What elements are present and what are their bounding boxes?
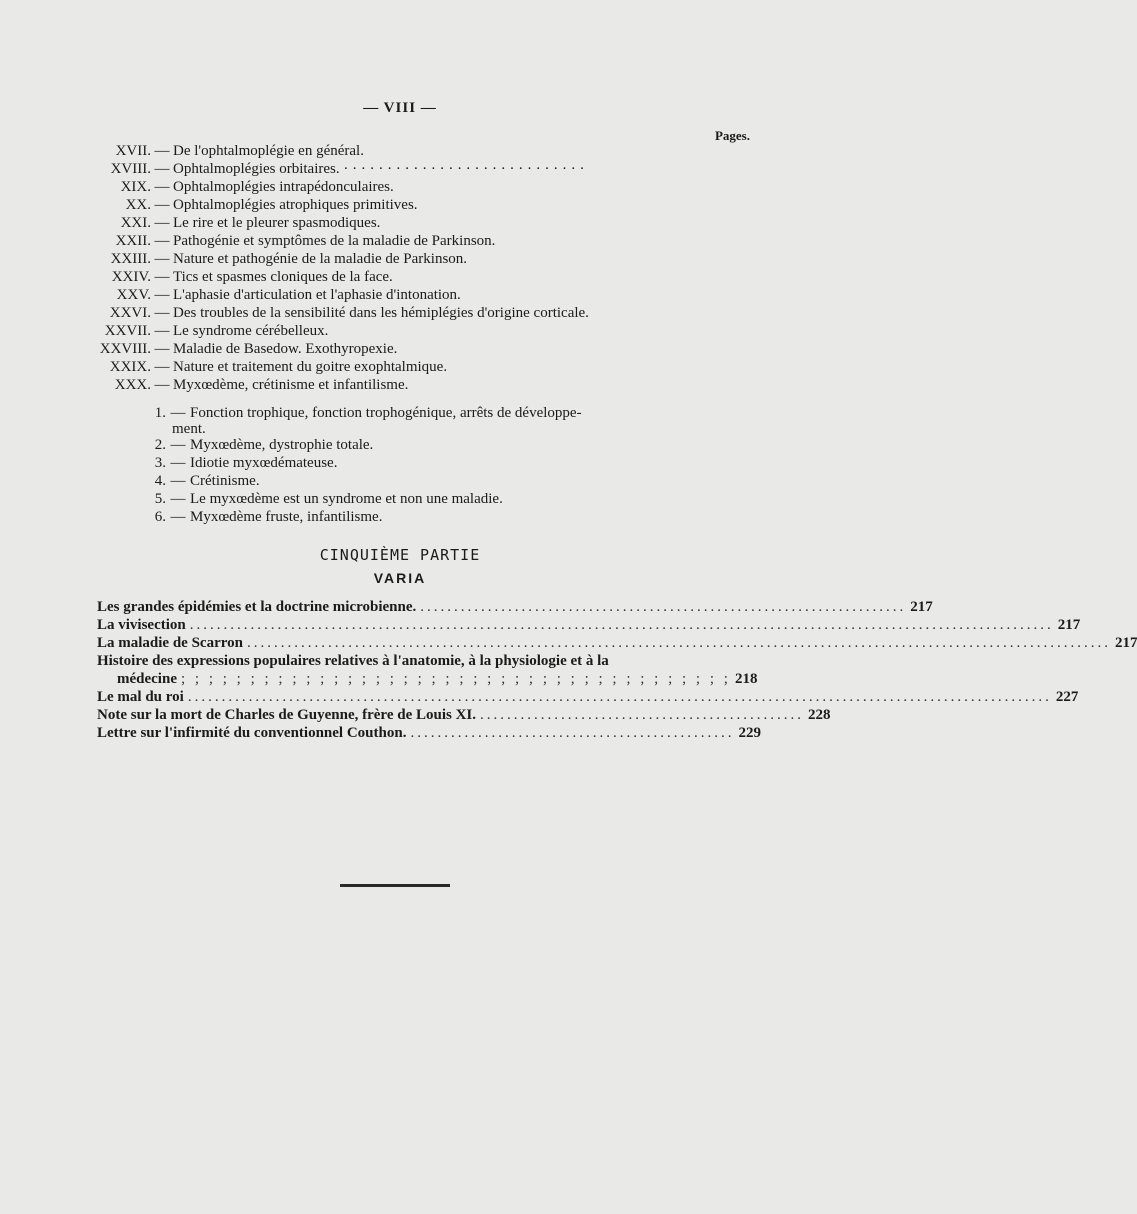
varia-title-continuation: médecine xyxy=(117,671,177,687)
chapter-number: XXIII. xyxy=(110,251,151,267)
part-title: CINQUIÈME PARTIE xyxy=(319,546,481,564)
chapter-row: XVII. — De l'ophtalmoplégie en général. xyxy=(90,142,364,160)
chapter-title: Maladie de Basedow. Exothyropexie. xyxy=(173,341,398,357)
chapter-row: XXVII. — Le syndrome cérébelleux. xyxy=(90,322,328,340)
subsection-number: 2. xyxy=(154,437,166,453)
chapter-title: De l'ophtalmoplégie en général. xyxy=(173,143,364,159)
chapter-title: Ophtalmoplégies intrapédonculaires. xyxy=(173,179,394,195)
subsection-number: 4. xyxy=(154,473,166,489)
chapter-number: XXI. xyxy=(120,215,151,231)
chapter-number: XXV. xyxy=(116,287,151,303)
page-number: 217 xyxy=(910,599,933,615)
chapter-number: XXVII. xyxy=(104,323,151,339)
chapter-number: XXX. xyxy=(114,377,151,393)
chapter-row: XXVI. — Des troubles de la sensibilité dans les hémiplégies d'origine corticale. xyxy=(90,304,589,322)
chapter-number: XVII. xyxy=(115,143,151,159)
chapter-title: Pathogénie et symptômes de la maladie de Parkinson. xyxy=(173,233,496,249)
chapter-number: XX. xyxy=(125,197,151,213)
subsection-number: 5. xyxy=(154,491,166,507)
chapter-row: XXX. — Myxœdème, crétinisme et infantilisme. xyxy=(90,376,408,394)
subsection-continuation: ment. xyxy=(172,421,206,437)
chapter-row: XXIII. — Nature et pathogénie de la maladie de Parkinson. xyxy=(90,250,467,268)
chapter-row: XIX. — Ophtalmoplégies intrapédonculaires. xyxy=(90,178,394,196)
varia-title: Lettre sur l'infirmité du conventionnel Couthon. xyxy=(97,725,407,741)
chapter-row: XXII. — Pathogénie et symptômes de la maladie de Parkinson. xyxy=(90,232,495,250)
varia-entry: Lettre sur l'infirmité du conventionnel Couthon. ................................................ 229 xyxy=(97,725,761,741)
section-end-rule xyxy=(340,884,450,887)
chapter-title: Ophtalmoplégies atrophiques primitives. xyxy=(173,197,418,213)
subsection-title: Le myxœdème est un syndrome et non une maladie. xyxy=(190,491,503,507)
chapter-title: Le syndrome cérébelleux. xyxy=(173,323,329,339)
chapter-title: Nature et traitement du goitre exophtalmique. xyxy=(173,359,448,375)
varia-title: Histoire des expressions populaires relatives à l'anatomie, à la physiologie et à la xyxy=(97,653,609,669)
subsection-number: 1. xyxy=(154,405,166,421)
subsection-row: 1. — Fonction trophique, fonction trophogénique, arrêts de développe- xyxy=(152,404,582,422)
subsection-row: 6. — Myxœdème fruste, infantilisme. xyxy=(152,508,382,526)
chapter-number: XXIV. xyxy=(111,269,151,285)
chapter-row: XXV. — L'aphasie d'articulation et l'aphasie d'intonation. xyxy=(90,286,461,304)
chapter-title: Tics et spasmes cloniques de la face. xyxy=(173,269,393,285)
varia-entry: Note sur la mort de Charles de Guyenne, frère de Louis XI. ................................................ 228 xyxy=(97,707,831,723)
pages-column-label: Pages. xyxy=(714,128,750,143)
chapter-number: XVIII. xyxy=(110,161,151,177)
page-number: 217 xyxy=(1057,617,1081,633)
chapter-title: L'aphasie d'articulation et l'aphasie d'intonation. xyxy=(173,287,461,303)
chapter-number: XXIX. xyxy=(109,359,151,375)
chapter-row: XVIII. — Ophtalmoplégies orbitaires. · · · · · · · · · · · · · · · · · · · · · · · · · · · · xyxy=(90,160,585,178)
subsection-row: 2. — Myxœdème, dystrophie totale. xyxy=(152,436,373,454)
varia-title: Le mal du roi xyxy=(97,689,184,705)
chapter-number: XXVI. xyxy=(109,305,151,321)
page-number: 229 xyxy=(738,725,761,741)
varia-title: Note sur la mort de Charles de Guyenne, frère de Louis XI. xyxy=(97,707,476,723)
varia-title: La vivisection xyxy=(97,617,186,633)
chapter-row: XXIV. — Tics et spasmes cloniques de la face. xyxy=(90,268,393,286)
chapter-number: XIX. xyxy=(120,179,151,195)
chapter-title: Myxœdème, crétinisme et infantilisme. xyxy=(173,377,409,393)
varia-entry: La maladie de Scarron ................................................................................................................................ 217 xyxy=(97,635,1137,651)
subsection-title: Crétinisme. xyxy=(190,473,260,489)
varia-entry: Le mal du roi ................................................................................................................................ 227 xyxy=(97,689,1079,705)
chapter-number: XXII. xyxy=(115,233,151,249)
subsection-title: Fonction trophique, fonction trophogénique, arrêts de développe- xyxy=(190,405,582,421)
chapter-row: XXVIII. — Maladie de Basedow. Exothyropexie. xyxy=(90,340,397,358)
chapter-title: Des troubles de la sensibilité dans les hémiplégies d'origine corticale. xyxy=(173,305,589,321)
varia-title: Les grandes épidémies et la doctrine microbienne. xyxy=(97,599,417,615)
page-number: 218 xyxy=(734,671,758,687)
subsection-row: 4. — Crétinisme. xyxy=(152,472,260,490)
subsection-row: 5. — Le myxœdème est un syndrome et non une maladie. xyxy=(152,490,503,508)
subsection-title: Idiotie myxœdémateuse. xyxy=(190,455,338,471)
subsection-row: 3. — Idiotie myxœdémateuse. xyxy=(152,454,337,472)
varia-entry: La vivisection ................................................................................................................................ 217 xyxy=(97,617,1081,633)
varia-title: La maladie de Scarron xyxy=(97,635,243,651)
subsection-number: 6. xyxy=(154,509,166,525)
chapter-row: XX. — Ophtalmoplégies atrophiques primitives. xyxy=(90,196,418,214)
part-subtitle: VARIA xyxy=(373,570,427,586)
varia-entry: médecine ; ; ; ; ; ; ; ; ; ; ; ; ; ; ; ; ; ; ; ; ; ; ; ; ; ; ; ; ; ; ; ; ; ; ; ; ; ; ; ; 218 xyxy=(117,671,758,687)
chapter-title: Ophtalmoplégies orbitaires. · · · · · · · · · · · · · · · · · · · · · · · · · · · · xyxy=(173,161,585,177)
chapter-row: XXI. — Le rire et le pleurer spasmodiques. xyxy=(90,214,380,232)
page-number: 217 xyxy=(1114,635,1137,651)
chapter-number: XXVIII. xyxy=(99,341,151,357)
varia-entry: Les grandes épidémies et la doctrine microbienne. ........................................................................ 217 xyxy=(97,599,933,615)
subsection-title: Myxœdème, dystrophie totale. xyxy=(190,437,374,453)
page-number: 228 xyxy=(808,707,831,723)
subsection-number: 3. xyxy=(154,455,166,471)
chapter-title: Le rire et le pleurer spasmodiques. xyxy=(173,215,381,231)
chapter-row: XXIX. — Nature et traitement du goitre exophtalmique. xyxy=(90,358,447,376)
chapter-title: Nature et pathogénie de la maladie de Parkinson. xyxy=(173,251,468,267)
page-number: 227 xyxy=(1055,689,1079,705)
running-head: — VIII — xyxy=(363,100,437,116)
subsection-title: Myxœdème fruste, infantilisme. xyxy=(190,509,383,525)
